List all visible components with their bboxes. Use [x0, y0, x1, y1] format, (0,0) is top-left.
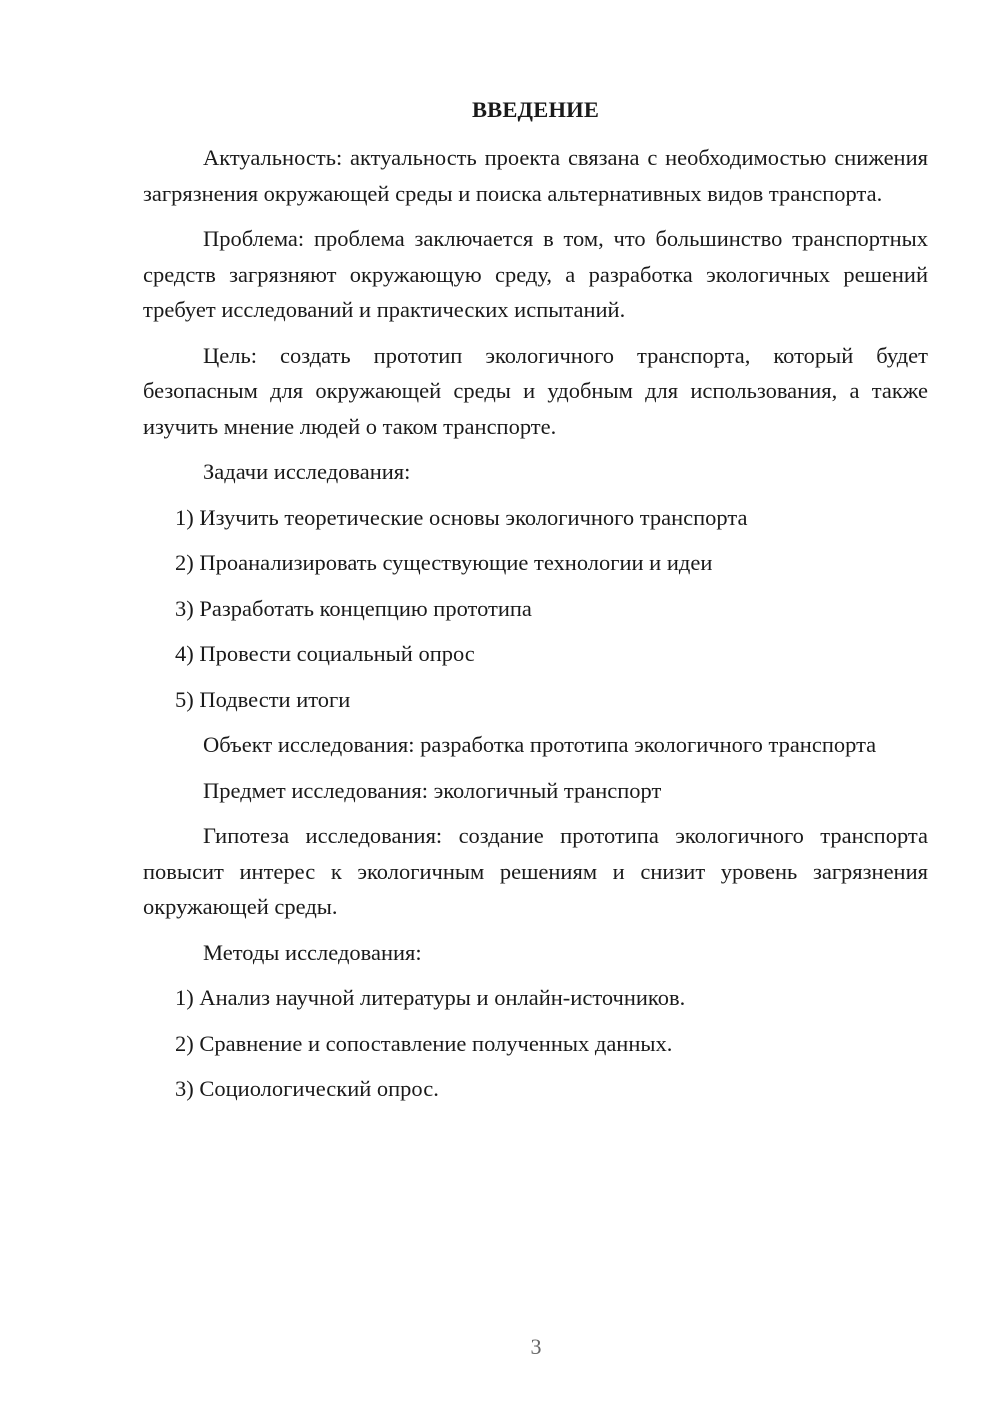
- problem-paragraph: Проблема: проблема заключается в том, что большинство транспортных средств загрязняют окружающую среду, а разработка экологичных решений требует исследований и практических испытаний.: [143, 226, 928, 322]
- list-item: 3) Социологический опрос.: [175, 1076, 439, 1101]
- hypothesis-paragraph: Гипотеза исследования: создание прототипа экологичного транспорта повысит интерес к экологичным решениям и снизит уровень загрязнения окружающей среды.: [143, 823, 928, 919]
- methods-list: [143, 980, 928, 1107]
- goal-paragraph: Цель: создать прототип экологичного транспорта, который будет безопасным для окружающей среды и удобным для использования, а также изучить мнение людей о таком транспорте.: [143, 342, 928, 439]
- list-item: 4) Провести социальный опрос: [175, 641, 475, 666]
- relevance-paragraph: Актуальность: актуальность проекта связана с необходимостью снижения загрязнения окружающей среды и поиска альтернативных видов транспорта.: [143, 145, 928, 206]
- list-item: 1) Изучить теоретические основы экологичного транспорта: [175, 504, 748, 530]
- page-number: 3: [530, 1334, 542, 1359]
- subject-paragraph: Предмет исследования: экологичный транспорт: [203, 777, 662, 803]
- list-item: 3) Разработать концепцию прототипа: [175, 595, 532, 621]
- tasks-list: [143, 500, 928, 718]
- list-item: 5) Подвести итоги: [175, 686, 351, 712]
- list-item: 2) Проанализировать существующие технологии и идеи: [175, 550, 713, 575]
- section-heading: ВВЕДЕНИЕ: [471, 97, 600, 122]
- object-paragraph: Объект исследования: разработка прототипа экологичного транспорта: [203, 732, 877, 757]
- tasks-intro: Задачи исследования:: [203, 459, 411, 484]
- list-item: 2) Сравнение и сопоставление полученных данных.: [175, 1030, 673, 1056]
- list-item: 1) Анализ научной литературы и онлайн-источников.: [175, 985, 686, 1010]
- page-content: [143, 94, 928, 1117]
- methods-intro: Методы исследования:: [203, 939, 422, 965]
